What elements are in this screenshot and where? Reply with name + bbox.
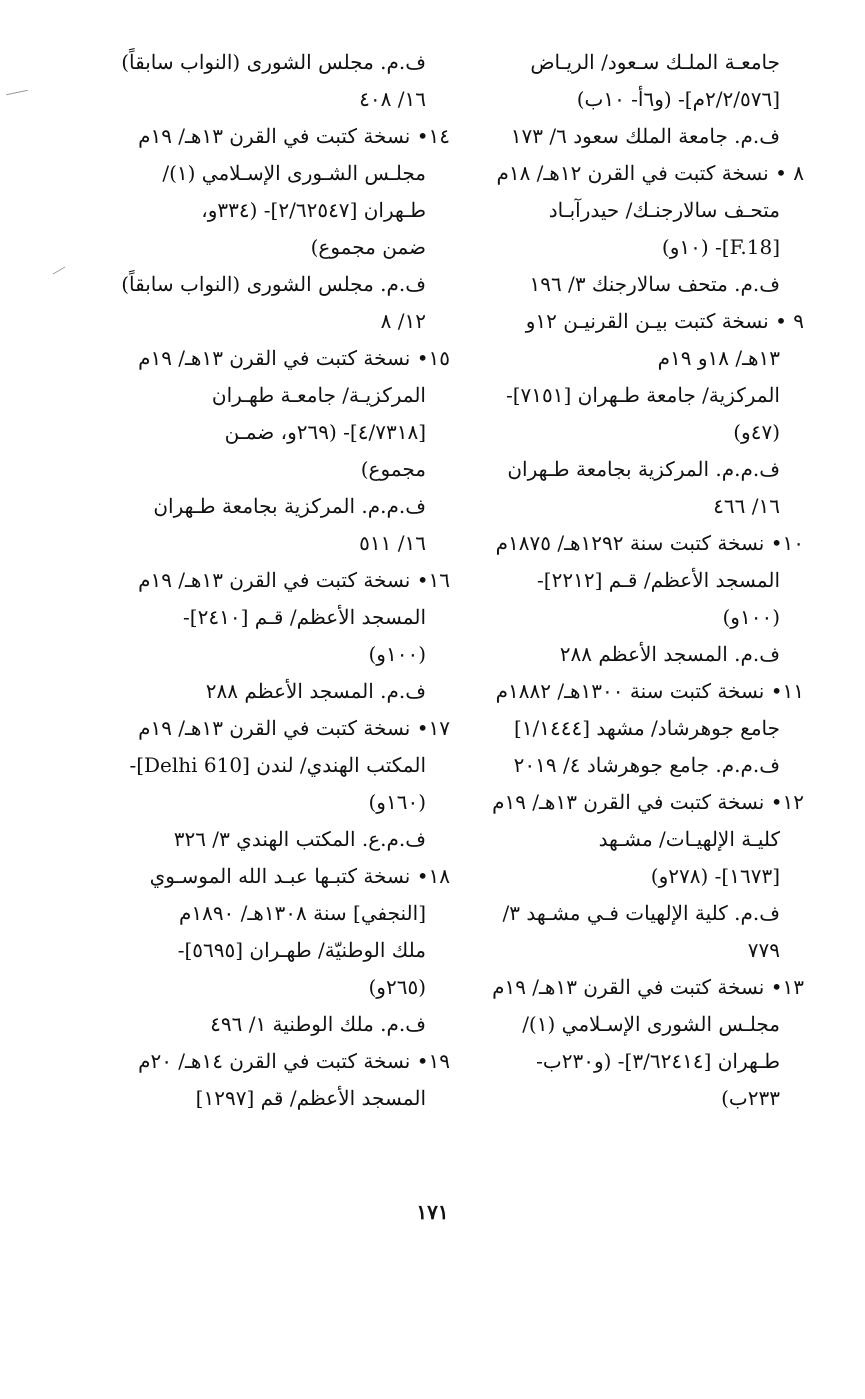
entry-line: (١٠٠و)	[722, 605, 780, 629]
entry-line: المسجد الأعظم/ قـم [٢٤١٠]-	[183, 605, 426, 629]
entry-line: مجلـس الشـورى الإسـلامي (١)/	[162, 161, 426, 185]
entry-line: ١٣هـ/ ١٨و ١٩م	[657, 346, 780, 370]
entry-line: [١٦٧٣]- (٢٧٨و)	[650, 864, 780, 888]
entry-line: ١٦/ ٥١١	[359, 531, 426, 555]
entry-heading: ١٥• نسخة كتبت في القرن ١٣هـ/ ١٩م	[138, 346, 450, 370]
entry-line: المكتب الهندي/ لندن [Delhi 610]-	[129, 753, 426, 777]
entry-9	[460, 303, 804, 525]
entry-line: مجلـس الشورى الإسـلامي (١)/	[522, 1012, 780, 1036]
entry-line: ١٢/ ٨	[380, 309, 426, 333]
entry-line: ف.م. مجلس الشورى (النواب سابقاً)	[121, 50, 426, 74]
entry-line: (١٦٠و)	[368, 790, 426, 814]
entry-13	[460, 969, 804, 1117]
entry-line: ١٦/ ٤٠٨	[359, 87, 426, 111]
entry-line: مجموع)	[360, 457, 426, 481]
entry-10	[460, 525, 804, 673]
entry-19	[70, 1043, 450, 1117]
entry-line: جامعـة الملـك سـعود/ الريـاض	[530, 50, 780, 74]
page-number: ١٧١	[416, 1200, 449, 1224]
entry-line: ف.م. المسجد الأعظم ٢٨٨	[559, 642, 780, 666]
entry-17	[70, 710, 450, 858]
entry-line: (٤٧و)	[733, 420, 780, 444]
entry-heading: ١٤• نسخة كتبت في القرن ١٣هـ/ ١٩م	[138, 124, 450, 148]
entry-line: ف.م. جامعة الملك سعود ٦/ ١٧٣	[510, 124, 780, 148]
entry-line: ٧٧٩	[747, 938, 780, 962]
entry-line: ف.م.م. المركزية بجامعة طـهران	[153, 494, 426, 518]
scan-mark	[6, 90, 28, 96]
entry-line: ف.م. مجلس الشورى (النواب سابقاً)	[121, 272, 426, 296]
entry-line: طـهران [٢/٦٢٥٤٧]- (٣٣٤و،	[201, 198, 426, 222]
entry-line: طـهران [٣/٦٢٤١٤]- (و٢٣٠ب-	[536, 1049, 780, 1073]
entry-line: ف.م. المسجد الأعظم ٢٨٨	[205, 679, 426, 703]
entry-line: جامع جوهرشاد/ مشهد [١/١٤٤٤]	[514, 716, 780, 740]
entry-13-tail	[70, 44, 426, 118]
entry-line: (٢٦٥و)	[368, 975, 426, 999]
entry-line: ف.م. كلية الإلهيات فـي مشـهد ٣/	[502, 901, 780, 925]
entry-line: ١٦/ ٤٦٦	[713, 494, 780, 518]
entry-line: المسجد الأعظم/ قـم [٢٢١٢]-	[537, 568, 780, 592]
entry-line: ضمن مجموع)	[310, 235, 426, 259]
entry-7-tail	[460, 44, 780, 155]
entry-line: [٢/٢/٥٧٦م]- (و٦أ- ١٠ب)	[576, 87, 780, 111]
entry-line: المركزيـة/ جامعـة طهـران	[211, 383, 426, 407]
entry-line: ف.م.م. المركزية بجامعة طـهران	[507, 457, 780, 481]
entry-heading: ١٠• نسخة كتبت سنة ١٢٩٢هـ/ ١٨٧٥م	[495, 531, 804, 555]
left-column	[70, 44, 450, 1117]
entry-line: [٤/٧٣١٨]- (٢٦٩و، ضمـن	[224, 420, 426, 444]
entry-heading: ١٣• نسخة كتبت في القرن ١٣هـ/ ١٩م	[492, 975, 804, 999]
entry-line: ف.م. ملك الوطنية ١/ ٤٩٦	[210, 1012, 426, 1036]
entry-14	[70, 118, 450, 340]
entry-line: ف.م.م. جامع جوهرشاد ٤/ ٢٠١٩	[513, 753, 780, 777]
entry-heading: ١١• نسخة كتبت سنة ١٣٠٠هـ/ ١٨٨٢م	[495, 679, 804, 703]
entry-line: [F.18]- (١٠و)	[661, 235, 780, 259]
entry-heading: ١٦• نسخة كتبت في القرن ١٣هـ/ ١٩م	[138, 568, 450, 592]
entry-line: ملك الوطنيّة/ طهـران [٥٦٩٥]-	[177, 938, 426, 962]
entry-heading: ٩ • نسخة كتبت بيـن القرنيـن ١٢و	[525, 309, 804, 333]
entry-line: (١٠٠و)	[368, 642, 426, 666]
right-column	[460, 44, 804, 1117]
entry-11	[460, 673, 804, 784]
entry-15	[70, 340, 450, 562]
entry-8	[460, 155, 804, 303]
scan-mark	[53, 267, 66, 275]
entry-line: ٢٣٣ب)	[721, 1086, 780, 1110]
entry-heading: ١٩• نسخة كتبت في القرن ١٤هـ/ ٢٠م	[138, 1049, 450, 1073]
entry-heading: ١٧• نسخة كتبت في القرن ١٣هـ/ ١٩م	[138, 716, 450, 740]
entry-line: كليـة الإلهيـات/ مشـهد	[598, 827, 780, 851]
entry-16	[70, 562, 450, 710]
entry-heading: ٨ • نسخة كتبت في القرن ١٢هـ/ ١٨م	[496, 161, 804, 185]
entry-line: متحـف سالارجنـك/ حيدرآبـاد	[548, 198, 780, 222]
entry-line: [النجفي] سنة ١٣٠٨هـ/ ١٨٩٠م	[178, 901, 426, 925]
entry-line: ف.م. متحف سالارجنك ٣/ ١٩٦	[529, 272, 780, 296]
entry-heading: ١٨• نسخة كتبـها عبـد الله الموسـوي	[149, 864, 450, 888]
entry-line: المركزية/ جامعة طـهران [٧١٥١]-	[505, 383, 780, 407]
entry-line: ف.م.ع. المكتب الهندي ٣/ ٣٢٦	[173, 827, 426, 851]
entry-heading: ١٢• نسخة كتبت في القرن ١٣هـ/ ١٩م	[492, 790, 804, 814]
entry-18	[70, 858, 450, 1043]
entry-line: المسجد الأعظم/ قم [١٢٩٧]	[195, 1086, 426, 1110]
entry-12	[460, 784, 804, 969]
